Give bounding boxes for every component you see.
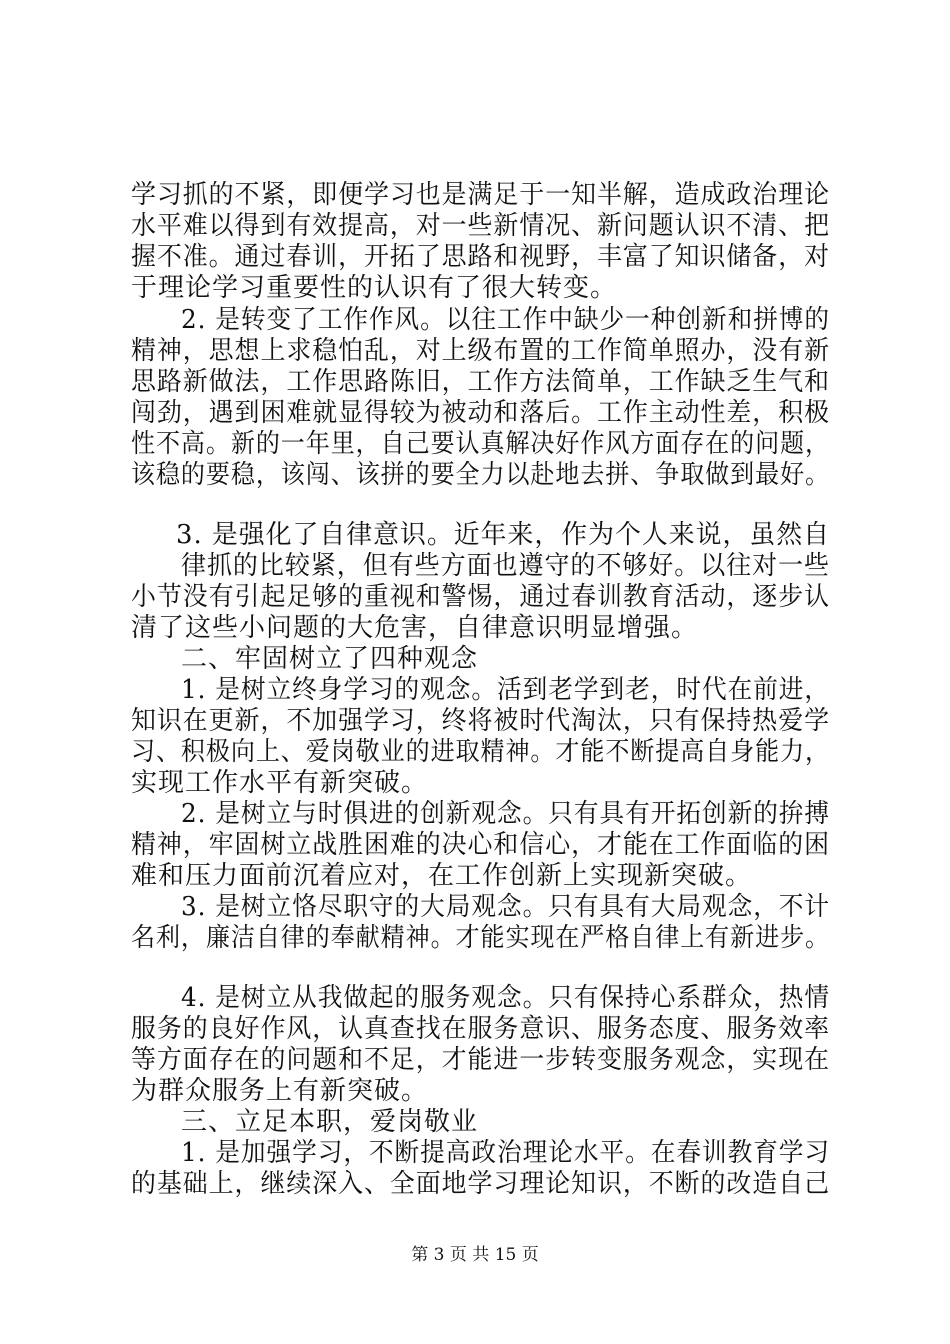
text-line: 4. 是树立从我做起的服务观念。只有保持心系群众，热情 xyxy=(181,983,831,1013)
text-line: 学习抓的不紧，即便学习也是满足于一知半解，造成政治理论 xyxy=(131,180,830,210)
text-line: 水平难以得到有效提高，对一些新情况、新问题认识不清、把 xyxy=(131,211,830,241)
text-line: 思路新做法，工作思路陈旧，工作方法简单，工作缺乏生气和 xyxy=(131,367,830,397)
text-line: 习、积极向上、爱岗敬业的进取精神。才能不断提高自身能力， xyxy=(131,737,831,767)
text-line: 小节没有引起足够的重视和警惕，通过春训教育活动，逐步认 xyxy=(131,582,830,612)
text-line: 服务的良好作风，认真查找在服务意识、服务态度、服务效率 xyxy=(131,1014,830,1044)
text-line: 清了这些小问题的大危害，自律意识明显增强。 xyxy=(131,613,699,643)
text-line: 精神，思想上求稳怕乱，对上级布置的工作简单照办，没有新 xyxy=(131,336,830,366)
text-line: 3. 是树立恪尽职守的大局观念。只有具有大局观念，不计 xyxy=(181,892,831,922)
text-line: 2. 是树立与时俱进的创新观念。只有具有开拓创新的拚搏 xyxy=(181,799,831,829)
text-line: 的基础上，继续深入、全面地学习理论知识，不断的改造自己 xyxy=(131,1169,830,1199)
text-line: 难和压力面前沉着应对，在工作创新上实现新突破。 xyxy=(131,861,753,891)
text-line: 性不高。新的一年里，自己要认真解决好作风方面存在的问题， xyxy=(131,429,831,459)
text-line: 为群众服务上有新突破。 xyxy=(131,1076,429,1106)
text-line: 实现工作水平有新突破。 xyxy=(131,768,429,798)
section-heading: 三、立足本职，爱岗敬业 xyxy=(181,1107,479,1137)
text-line: 于理论学习重要性的认识有了很大转变。 xyxy=(131,273,618,303)
text-line: 2. 是转变了工作作风。以往工作中缺少一种创新和拼博的 xyxy=(181,305,831,335)
text-line: 知识在更新，不加强学习，终将被时代淘汰，只有保持热爱学 xyxy=(131,706,830,736)
text-line: 3. 是强化了自律意识。近年来，作为个人来说，虽然自 xyxy=(176,520,831,550)
text-line: 1. 是加强学习，不断提高政治理论水平。在春训教育学习 xyxy=(181,1138,831,1168)
section-heading: 二、牢固树立了四种观念 xyxy=(181,644,479,674)
text-line: 名利，廉洁自律的奉献精神。才能实现在严格自律上有新进步。 xyxy=(131,923,831,953)
text-line: 1. 是树立终身学习的观念。活到老学到老，时代在前进， xyxy=(181,675,831,705)
text-line: 闯劲，遇到困难就显得较为被动和落后。工作主动性差，积极 xyxy=(131,398,830,428)
text-line: 律抓的比较紧，但有些方面也遵守的不够好。以往对一些 xyxy=(181,551,831,581)
text-line: 该稳的要稳，该闯、该拼的要全力以赴地去拼、争取做到最好。 xyxy=(131,460,831,490)
text-line: 精神，牢固树立战胜困难的决心和信心，才能在工作面临的困 xyxy=(131,830,830,860)
text-line: 等方面存在的问题和不足，才能进一步转变服务观念，实现在 xyxy=(131,1045,830,1075)
page-number-footer: 第 3 页 共 15 页 xyxy=(411,1245,539,1265)
text-line: 握不准。通过春训，开拓了思路和视野，丰富了知识储备，对 xyxy=(131,242,830,272)
